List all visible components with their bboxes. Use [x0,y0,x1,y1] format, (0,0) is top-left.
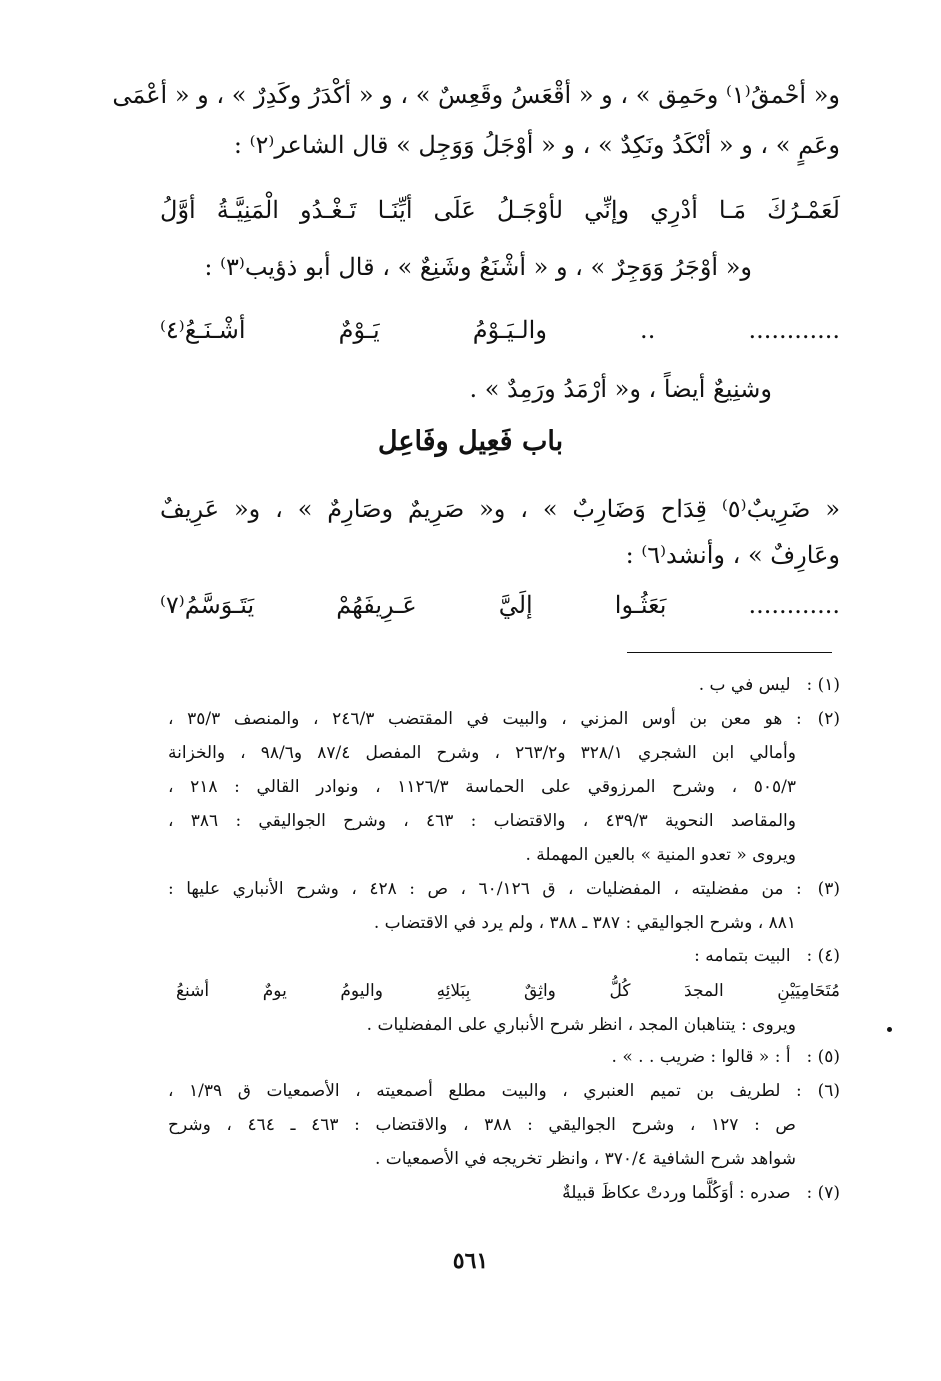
footnote-line [525,842,796,868]
footnote-number: (١) : [806,675,840,695]
text-line: وعَمٍ » ، و « أنْكَدُ ونَكِدٌ » ، و « أوْجَلُ وَوَجِل » قال الشاعر⁽٢⁾ : [233,131,840,159]
footnote-line [168,740,796,766]
footnote-text: شواهد شرح الشافية ٣٧٠/٤ ، وانظر تخريجه في الأصمعيات . [374,1149,796,1169]
footnote-text: ويروى « تعدو المنية » بالعين المهملة . [525,845,796,865]
footnote-number: (٢) : [796,709,841,729]
footnote-number: (٣) : [796,879,840,899]
section-heading: باب فَعِيل وفَاعِل [377,426,564,457]
footnote-line [367,1012,796,1038]
text-line: وشنِيعٌ أيضاً ، و« أرْمَدُ ورَمِدٌ » . [469,375,772,403]
footnote-text: البيت بتمامه : [694,946,791,966]
verse-line: ............ .. والـيَـوْمُ يَـوْمٌ أشْـنَـعُ⁽٤⁾ [160,316,840,344]
footnote-text: صدره : أوَكُلَّما وردتْ عكاظَ قبيلةٌ [562,1183,791,1203]
text-line: وعَارِفٌ » ، وأنشد⁽٦⁾ : [625,541,840,569]
footnote-text: ليس في ب . [698,675,791,695]
scan-speck [887,1027,892,1032]
footnote-text: ٥٠٥/٣ ، وشرح المرزوقي على الحماسة ١١٢٦/٣ ، ونوادر القالي : ٢١٨ ، [168,777,796,797]
footnote-line [612,1044,840,1070]
page-number: ٥٦١ [452,1248,489,1274]
text-line: و« أحْمقُ⁽١⁾ وحَمِق » ، و « أقْعَسُ وقَعِسٌ » ، و « أكْدَرُ وكَدِرٌ » ، و « أعْمَى [112,81,840,109]
footnote-text: لطريف بن تميم العنبري ، والبيت مطلع أصمعيته ، الأصمعيات ق ١/٣٩ ، [168,1081,781,1101]
footnote-line [168,706,840,732]
footnote-text: والمقاصد النحوية ٤٣٩/٣ ، والاقتضاب : ٤٦٣ ، وشرح الجواليقي : ٣٨٦ ، [168,811,796,831]
footnote-text: مُتَحَامِيَيْنِ المجدَ كُلُّ واثِقٌ بِبَلائِهِ واليومُ يومٌ أشنعُ [176,981,840,1001]
footnote-text: أ : « قالوا : ضريب . . » . [611,1047,791,1067]
footnote-line [699,672,840,698]
verse-line: لَعَمْـرُكَ مَـا أدْرِي وإنِّي لأوْجَـلُ عَلَى أيِّنَـا تَـغْـدُو الْمَنِيَّـةُ أوَّلُ [160,196,840,224]
footnote-text: ص : ١٢٧ ، وشرح الجواليقي : ٣٨٨ ، والاقتضاب : ٤٦٣ ـ ٤٦٤ ، وشرح [168,1115,796,1135]
footnote-line [168,808,796,834]
footnote-line [168,1112,796,1138]
footnote-number: (٦) : [796,1081,841,1101]
footnote-line [694,943,840,969]
footnote-text: من مفضليته ، المفضليات ، ق ٦٠/١٢٦ ، ص : ٤٢٨ ، وشرح الأنباري عليها : [168,879,784,899]
footnote-line [168,876,840,902]
footnote-line [375,1146,796,1172]
footnote-line [562,1180,840,1206]
footnote-line [168,1078,840,1104]
footnote-number: (٥) : [806,1047,840,1067]
footnote-number: (٧) : [806,1183,840,1203]
text-line: و« أوْجَرُ وَوَجِرٌ » ، و « أشْنَعُ وشَنِعٌ » ، قال أبو ذؤيب⁽٣⁾ : [204,253,752,281]
footnote-text: وأمالي ابن الشجري ٣٢٨/١ و٢٦٣/٢ ، وشرح المفصل ٨٧/٤ و٩٨/٦ ، والخزانة [168,743,796,763]
footnote-number: (٤) : [806,946,840,966]
text-line: « ضَرِيبٌ⁽٥⁾ قِدَاح وَضَارِبٌ » ، و« صَرِيمٌ وصَارِمٌ » ، و« عَرِيفٌ [160,495,840,523]
footnote-verse [176,978,840,1004]
footnote-separator [627,652,832,653]
footnote-line [374,910,796,936]
footnote-text: هو معن بن أوس المزني ، والبيت في المقتضب ٢٤٦/٣ ، والمنصف ٣٥/٣ ، [168,709,783,729]
footnote-line [168,774,796,800]
verse-line: ............ بَعَثُـوا إلَيَّ عَـرِيفَهُمْ يَتَـوَسَّمُ⁽٧⁾ [160,591,840,619]
footnote-text: ويروى : يتناهبان المجد ، انظر شرح الأنباري على المفضليات . [366,1015,796,1035]
footnote-text: ٨٨١ ، وشرح الجواليقي : ٣٨٧ ـ ٣٨٨ ، ولم يرد في الاقتضاب . [373,913,796,933]
